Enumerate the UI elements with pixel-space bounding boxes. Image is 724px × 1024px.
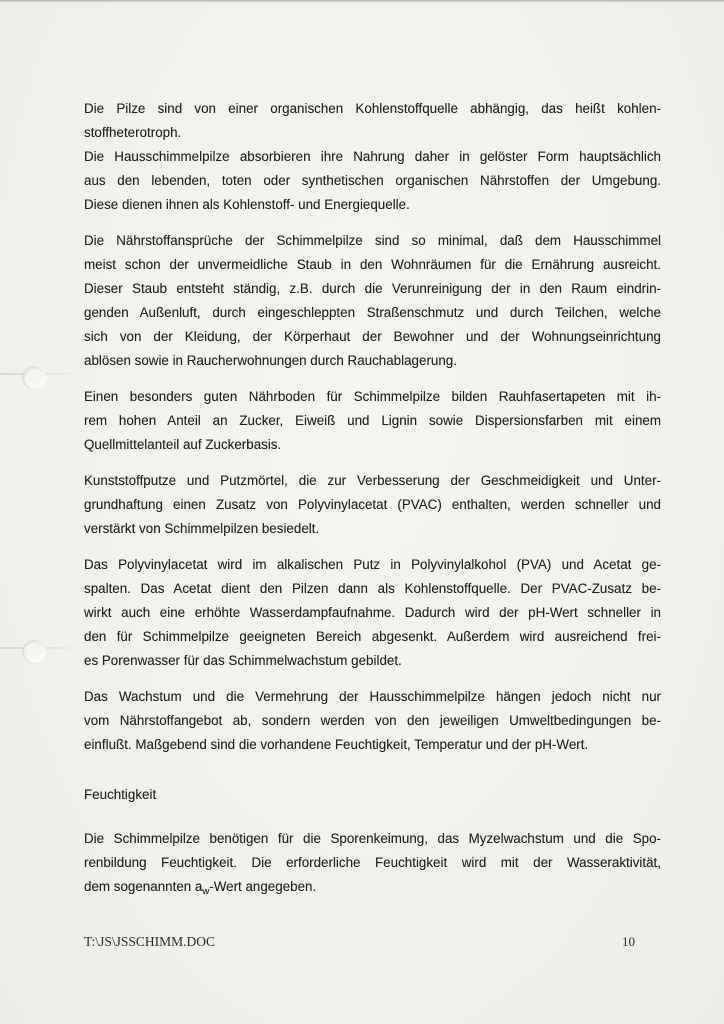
punch-hole <box>23 366 45 388</box>
document-text <box>84 97 661 916</box>
paragraph <box>84 97 661 217</box>
text-line: Die Nährstoffansprüche der Schimmelpilze sind so minimal, daß dem Hausschimmel <box>84 233 661 248</box>
text-line: wirkt auch eine erhöhte Wasserdampfaufnahme. Dadurch wird der pH-Wert schneller in <box>84 605 661 620</box>
punch-hole <box>23 640 45 662</box>
text-line <box>84 875 661 904</box>
text-line: Diese dienen ihnen als Kohlenstoff- und Energiequelle. <box>84 197 410 212</box>
text-line: Die Hausschimmelpilze absorbieren ihre Nahrung daher in gelöster Form hauptsächlich <box>84 149 661 164</box>
text-line: Die Schimmelpilze benötigen für die Sporenkeimung, das Myzelwachstum und die Spo- <box>84 831 661 846</box>
text-line: meist schon der unvermeidliche Staub in den Wohnräumen für die Ernährung ausreicht. <box>84 257 661 272</box>
text-line: rem hohen Anteil an Zucker, Eiweiß und Lignin sowie Dispersionsfarben mit einem <box>84 413 661 428</box>
text-line: Quellmittelanteil auf Zuckerbasis. <box>84 437 282 452</box>
text-line: Das Wachstum und die Vermehrung der Hausschimmelpilze hängen jedoch nicht nur <box>84 689 661 704</box>
text-run: dem sogenannten a <box>84 879 203 894</box>
text-line: Dieser Staub entsteht ständig, z.B. durch die Verunreinigung der in den Raum eindrin- <box>84 281 661 296</box>
text-line: den für Schimmelpilze geeigneten Bereich abgesenkt. Außerdem wird ausreichend frei- <box>84 629 661 644</box>
text-line: es Porenwasser für das Schimmelwachstum gebildet. <box>84 653 402 668</box>
text-line: Die Pilze sind von einer organischen Kohlenstoffquelle abhängig, das heißt kohlen- <box>84 101 661 116</box>
paragraph <box>84 827 661 904</box>
text-run: -Wert angegeben. <box>209 879 317 894</box>
paragraph <box>84 385 661 457</box>
text-line: grundhaftung einen Zusatz von Polyvinylacetat (PVAC) enthalten, werden schneller und <box>84 497 661 512</box>
text-line: spalten. Das Acetat dient den Pilzen dann als Kohlenstoffquelle. Der PVAC-Zusatz be- <box>84 581 661 596</box>
page-number: 10 <box>622 934 635 949</box>
text-line: vom Nährstoffangebot ab, sondern werden von den jeweiligen Umweltbedingungen be- <box>84 713 661 728</box>
footer-file-path: T:\JS\JSSCHIMM.DOC <box>84 934 215 949</box>
paragraph <box>84 685 661 757</box>
text-line: sich von der Kleidung, der Körperhaut der Bewohner und der Wohnungseinrichtung <box>84 329 661 344</box>
text-line: ablösen sowie in Raucherwohnungen durch Rauchablagerung. <box>84 353 457 368</box>
text-line: einflußt. Maßgebend sind die vorhandene Feuchtigkeit, Temperatur und der pH-Wert. <box>84 737 589 752</box>
footer <box>84 934 661 950</box>
text-line: genden Außenluft, durch eingeschleppten Straßenschmutz und durch Teilchen, welche <box>84 305 661 320</box>
text-line: Einen besonders guten Nährboden für Schimmelpilze bilden Rauhfasertapeten mit ih- <box>84 389 661 404</box>
text-line: Kunststoffputze und Putzmörtel, die zur Verbesserung der Geschmeidigkeit und Unter- <box>84 473 661 488</box>
text-line: Das Polyvinylacetat wird im alkalischen Putz in Polyvinylalkohol (PVA) und Acetat ge- <box>84 557 661 572</box>
scan-edge <box>0 0 724 3</box>
text-line: verstärkt von Schimmelpilzen besiedelt. <box>84 521 320 536</box>
text-line: stoffheterotroph. <box>84 125 182 140</box>
text-line: aus den lebenden, toten oder synthetischen organischen Nährstoffen der Umgebung. <box>84 173 661 188</box>
paragraph <box>84 229 661 373</box>
section-heading: Feuchtigkeit <box>84 787 157 802</box>
text-line: renbildung Feuchtigkeit. Die erforderliche Feuchtigkeit wird mit der Wasseraktivität, <box>84 855 661 870</box>
subscript-aw: w <box>202 886 210 897</box>
paragraph <box>84 553 661 673</box>
paragraph <box>84 469 661 541</box>
